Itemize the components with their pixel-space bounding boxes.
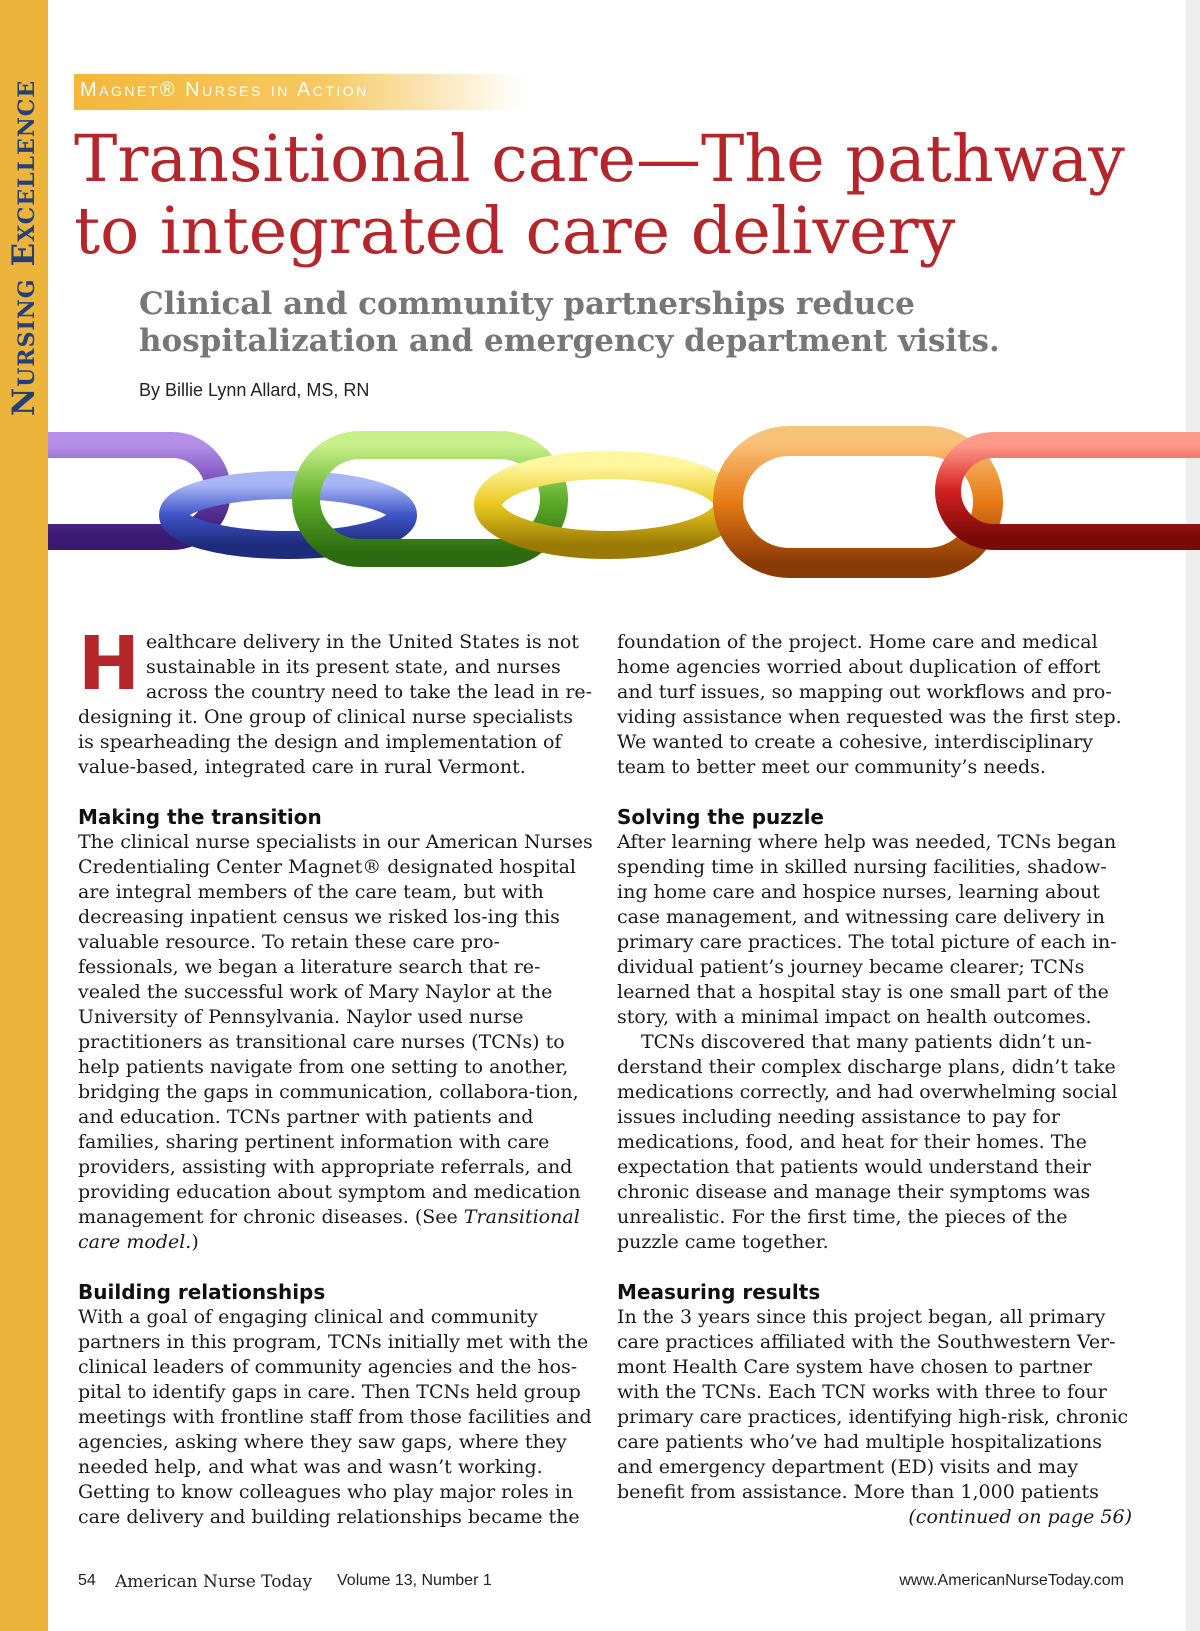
intro-paragraph — [78, 621, 593, 780]
figure-reference: Transitional care model. — [78, 1206, 580, 1253]
right-column — [617, 630, 1132, 1530]
section-sidebar — [0, 0, 48, 1631]
section-paragraph: After learning where help was needed, TCNs began spending time in skilled nursing facilities, shadow-ing home care and hospice nurses, learning about case management, and witnessing care delivery in primary care practices. The total picture of each in-dividual patient’s journey became clearer; TCNs learned that a hospital stay is one small part of the story, with a minimal impact on health outcomes. — [617, 831, 1117, 1028]
section-label: Nursing Excellence — [6, 79, 42, 417]
section-heading-building-relationships: Building relationships — [78, 1280, 326, 1304]
section-heading-measuring-results: Measuring results — [617, 1280, 821, 1304]
chain-links-illustration — [48, 425, 1200, 610]
section-paragraph: In the 3 years since this project began, all primary care practices affiliated with the Southwestern Ver-mont Health Care system have chosen to partner with the TCNs. Each TCN works with three to four primary care practices, identifying high-risk, chronic care patients who’ve had multiple hospitalizations and emergency department (ED) visits and may benefit from assistance. More than 1,000 patients — [617, 1306, 1129, 1503]
section-paragraph: TCNs discovered that many patients didn’t un-derstand their complex discharge plans, didn’t take medications correctly, and had overwhelming social issues including needing assistance to pay for medications, food, and heat for their homes. The expectation that patients would understand their chronic disease and manage their symptoms was unrealistic. For the first time, the pieces of the puzzle came together. — [617, 1031, 1118, 1253]
article-byline: By Billie Lynn Allard, MS, RN — [139, 380, 370, 400]
continued-note: (continued on page 56) — [908, 1506, 1132, 1528]
paragraph-text: The clinical nurse specialists in our American Nurses Credentialing Center Magnet® designated hospital are integral members of the care team, but with decreasing inpatient census we risked los-ing this valuable resource. To retain these care pro-fessionals, we began a literature search that re-vealed the successful work of Mary Naylor at the University of Pennsylvania. Naylor used nurse practitioners as transitional care nurses (TCNs) to help patients navigate from one setting to another, bridging the gaps in communication, collabora-tion, and education. TCNs partner with patients and families, sharing pertinent information with care providers, assisting with appropriate referrals, and providing education about symptom and medication management for chronic diseases. (See — [78, 831, 593, 1228]
magazine-name: American Nurse Today — [115, 1572, 313, 1592]
chain-link-yellow — [488, 465, 728, 545]
article-title: Transitional care—The pathway to integrated care delivery — [74, 122, 1125, 269]
article-deck: Clinical and community partnerships reduce hospitalization and emergency department visits. — [139, 286, 1000, 359]
kicker-banner — [74, 74, 524, 110]
website-link[interactable]: www.AmericanNurseToday.com — [899, 1572, 1124, 1589]
page-number: 54 — [78, 1572, 96, 1589]
left-column — [78, 621, 593, 1530]
paragraph-close: ) — [191, 1231, 199, 1253]
section-heading-making-the-transition: Making the transition — [78, 805, 322, 829]
continuation-paragraph: foundation of the project. Home care and medical home agencies worried about duplication of effort and turf issues, so mapping out workflows and pro-viding assistance when requested was the first step. We wanted to create a cohesive, interdisciplinary team to better meet our community’s needs. — [617, 631, 1122, 778]
section-paragraph: With a goal of engaging clinical and community partners in this program, TCNs initially met with the clinical leaders of community agencies and the hos-pital to identify gaps in care. Then TCNs held group meetings with frontline staff from those facilities and agencies, asking where they saw gaps, where they needed help, and what was and wasn’t working. Getting to know colleagues who play major roles in care delivery and building relationships became the — [78, 1306, 592, 1528]
intro-text: ealthcare delivery in the United States is not sustainable in its present state, and nurses across the country need to take the lead in re-designing it. One group of clinical nurse specialists is spearheading the design and implementation of value-based, integrated care in rural Vermont. — [78, 631, 593, 778]
page-edge — [1186, 0, 1200, 1631]
issue-volume: Volume 13, Number 1 — [337, 1572, 492, 1589]
drop-cap: H — [78, 621, 140, 707]
section-heading-solving-the-puzzle: Solving the puzzle — [617, 805, 824, 829]
section-paragraph — [78, 830, 593, 1255]
kicker-text: Magnet® Nurses in Action — [80, 79, 369, 101]
